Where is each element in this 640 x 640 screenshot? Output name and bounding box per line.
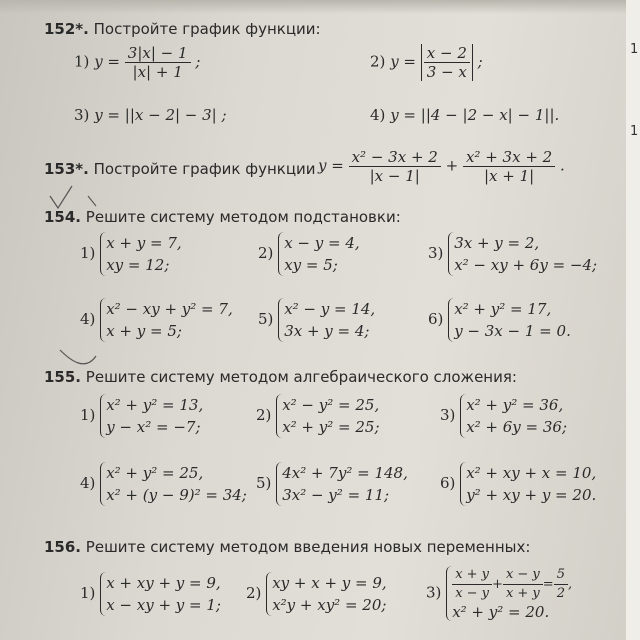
equation-b: y − 3x − 1 = 0.	[454, 322, 571, 340]
equation-a: x² + y² = 36,	[466, 396, 564, 414]
item-label: 2)	[256, 406, 272, 424]
item-label: 3)	[440, 406, 456, 424]
equation-b: x² − xy + 6y = −4;	[454, 256, 598, 274]
item-label: 2)	[258, 244, 274, 262]
formula-lhs: y =	[318, 156, 344, 175]
equation-a: x² − xy + y² = 7,	[106, 300, 233, 318]
denominator: x − y	[455, 586, 490, 601]
equation-b: x² + y² = 20.	[452, 603, 550, 621]
problem-155-title: Решите систему методом алгебраического сложения:	[85, 368, 517, 386]
item-end: ;	[195, 52, 201, 71]
equation-a: xy + x + y = 9,	[272, 574, 387, 592]
equation-a: x² + y² = 25,	[106, 464, 204, 482]
item-label: 3)	[426, 583, 442, 602]
numerator: x² − 3x + 2	[349, 148, 441, 167]
equals-sign: =	[542, 577, 554, 592]
equation-a: x² − y = 14,	[284, 300, 376, 318]
numerator: 3|x| − 1	[125, 44, 191, 63]
item-label: 2)	[370, 52, 386, 71]
item-label: 1)	[80, 406, 96, 424]
denominator: 3 − x	[426, 63, 467, 81]
plus-sign: +	[492, 577, 503, 592]
problem-152-number: 152*.	[44, 20, 89, 38]
equation-b: x² + 6y = 36;	[466, 418, 568, 436]
equation-b: xy = 5;	[284, 256, 338, 274]
numerator: 5	[554, 566, 568, 585]
item-end: ;	[477, 52, 483, 71]
problem-154-number: 154.	[44, 208, 82, 226]
problem-155-number: 155.	[44, 368, 82, 386]
equation-b: x² + y² = 25;	[282, 418, 380, 436]
equation-a: x² + y² = 17,	[454, 300, 552, 318]
item-label: 6)	[428, 310, 444, 328]
equation-b: xy = 12;	[106, 256, 170, 274]
equation-a: x² + y² = 13,	[106, 396, 204, 414]
numerator: x² + 3x + 2	[463, 148, 555, 167]
denominator: |x| + 1	[132, 63, 183, 81]
equation-a: x + y = 7,	[106, 234, 182, 252]
equation-a: x − y = 4,	[284, 234, 360, 252]
item-label: 2)	[246, 584, 262, 602]
check-mark-155	[60, 350, 96, 364]
item-label: 5)	[256, 474, 272, 492]
plus-sign: +	[445, 156, 459, 175]
formula-end: .	[559, 156, 565, 175]
edge-number-1: 1	[630, 42, 639, 57]
problem-156-number: 156.	[44, 538, 82, 556]
equation-b: x² + (y − 9)² = 34;	[106, 486, 247, 504]
problem-154-title: Решите систему методом подстановки:	[85, 208, 401, 226]
numerator: x − y	[503, 566, 543, 585]
problem-152-title: Постройте график функции:	[93, 20, 321, 38]
item-label: 1)	[80, 584, 96, 602]
next-page-edge	[626, 0, 640, 640]
problem-156-title: Решите систему методом введения новых переменных:	[85, 538, 531, 556]
check-mark-154	[50, 186, 72, 208]
equation-end: ,	[567, 577, 573, 592]
item-label: 4)	[80, 474, 96, 492]
item-label: 3)	[74, 106, 90, 124]
item-label: 4)	[370, 106, 386, 124]
pencil-stroke	[88, 196, 96, 206]
item-lhs: y =	[390, 52, 416, 71]
equation-a: 3x + y = 2,	[454, 234, 540, 252]
item-label: 1)	[74, 52, 90, 71]
equation-b: x − xy + y = 1;	[106, 596, 221, 614]
item-lhs: y =	[94, 52, 120, 71]
equation-a: x² − y² = 25,	[282, 396, 380, 414]
item-label: 6)	[440, 474, 456, 492]
problem-153-title: Постройте график функции	[93, 160, 316, 178]
numerator: x + y	[452, 566, 492, 585]
equation-b: 3x² − y² = 11;	[282, 486, 390, 504]
denominator: x + y	[505, 586, 540, 601]
denominator: 2	[556, 586, 565, 601]
denominator: |x + 1|	[483, 167, 535, 185]
equation-b: 3x + y = 4;	[284, 322, 370, 340]
item-expression: y = ||4 − |2 − x| − 1||.	[390, 106, 560, 124]
equation-a: x² + xy + x = 10,	[466, 464, 597, 482]
equation-b: y − x² = −7;	[106, 418, 201, 436]
edge-number-2: 1	[630, 124, 639, 139]
denominator: |x − 1|	[369, 167, 420, 185]
equation-a: x + xy + y = 9,	[106, 574, 221, 592]
problem-153-number: 153*.	[44, 160, 89, 178]
equation-b: y² + xy + y = 20.	[466, 486, 597, 504]
equation-b: x²y + xy² = 20;	[272, 596, 387, 614]
numerator: x − 2	[424, 44, 470, 63]
item-label: 1)	[80, 244, 96, 262]
equation-b: x + y = 5;	[106, 322, 182, 340]
item-expression: y = ||x − 2| − 3| ;	[94, 106, 227, 124]
item-label: 4)	[80, 310, 96, 328]
item-label: 5)	[258, 310, 274, 328]
item-label: 3)	[428, 244, 444, 262]
equation-a: 4x² + 7y² = 148,	[282, 464, 408, 482]
